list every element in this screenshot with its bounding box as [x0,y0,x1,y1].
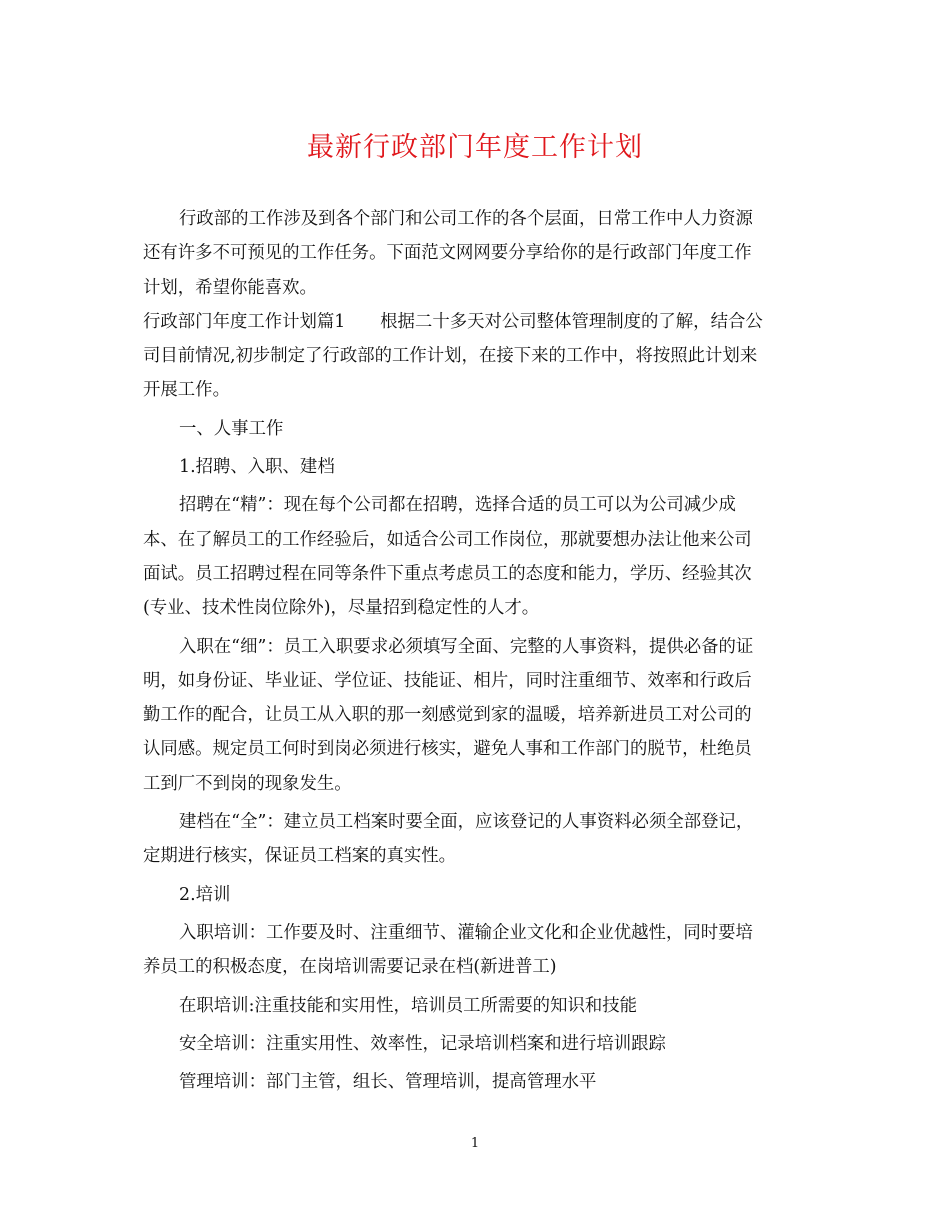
heading-personnel-work: 一、人事工作 [179,418,284,439]
page-number: 1 [470,1136,480,1151]
onboard-line-2: 明，如身份证、毕业证、学位证、技能证、相片，同时注重细节、效率和行政后 [143,670,752,691]
section-plan-line-3: 开展工作。 [143,380,230,401]
document-title: 最新行政部门年度工作计划 [307,132,643,163]
recruit-line-1: 招聘在“精”：现在每个公司都在招聘，选择合适的员工可以为公司减少成 [179,495,736,516]
onboard-line-3: 勤工作的配合，让员工从入职的那一刻感觉到家的温暖，培养新进员工对公司的 [143,705,752,726]
archive-line-1: 建档在“全”：建立员工档案时要全面，应该登记的人事资料必须全部登记， [179,812,754,833]
induction-training-line-1: 入职培训：工作要及时、注重细节、灌输企业文化和企业优越性，同时要培 [179,922,753,943]
intro-line-3: 计划，希望你能喜欢。 [143,277,317,298]
recruit-line-4: (专业、技术性岗位除外)，尽量招到稳定性的人才。 [143,598,540,619]
recruit-line-3: 面试。员工招聘过程在同等条件下重点考虑员工的态度和能力，学历、经验其次 [143,563,752,584]
section-plan-line-1: 行政部门年度工作计划篇1 根据二十多天对公司整体管理制度的了解，结合公 [143,311,763,332]
section-plan-line-2: 司目前情况,初步制定了行政部的工作计划，在接下来的工作中，将按照此计划来 [143,346,758,367]
onboard-line-5: 工到厂不到岗的现象发生。 [143,773,352,794]
document-body [143,202,807,1099]
safety-training-line: 安全培训：注重实用性、效率性，记录培训档案和进行培训跟踪 [179,1033,666,1054]
heading-training: 2.培训 [179,884,231,905]
induction-training-line-2: 养员工的积极态度，在岗培训需要记录在档(新进普工) [143,957,557,978]
intro-line-2: 还有许多不可预见的工作任务。下面范文网网要分享给你的是行政部门年度工作 [143,243,752,264]
management-training-line: 管理培训：部门主管，组长、管理培训，提高管理水平 [179,1072,597,1093]
archive-line-2: 定期进行核实，保证员工档案的真实性。 [143,846,457,867]
on-job-training-line: 在职培训:注重技能和实用性，培训员工所需要的知识和技能 [179,995,638,1016]
onboard-line-4: 认同感。规定员工何时到岗必须进行核实，避免人事和工作部门的脱节，杜绝员 [143,739,752,760]
intro-line-1: 行政部的工作涉及到各个部门和公司工作的各个层面，日常工作中人力资源 [179,209,753,229]
recruit-line-2: 本、在了解员工的工作经验后，如适合公司工作岗位，那就要想办法让他来公司 [143,529,752,550]
onboard-line-1: 入职在“细”：员工入职要求必须填写全面、完整的人事资料，提供必备的证 [179,636,754,657]
heading-recruitment: 1.招聘、入职、建档 [179,457,335,478]
